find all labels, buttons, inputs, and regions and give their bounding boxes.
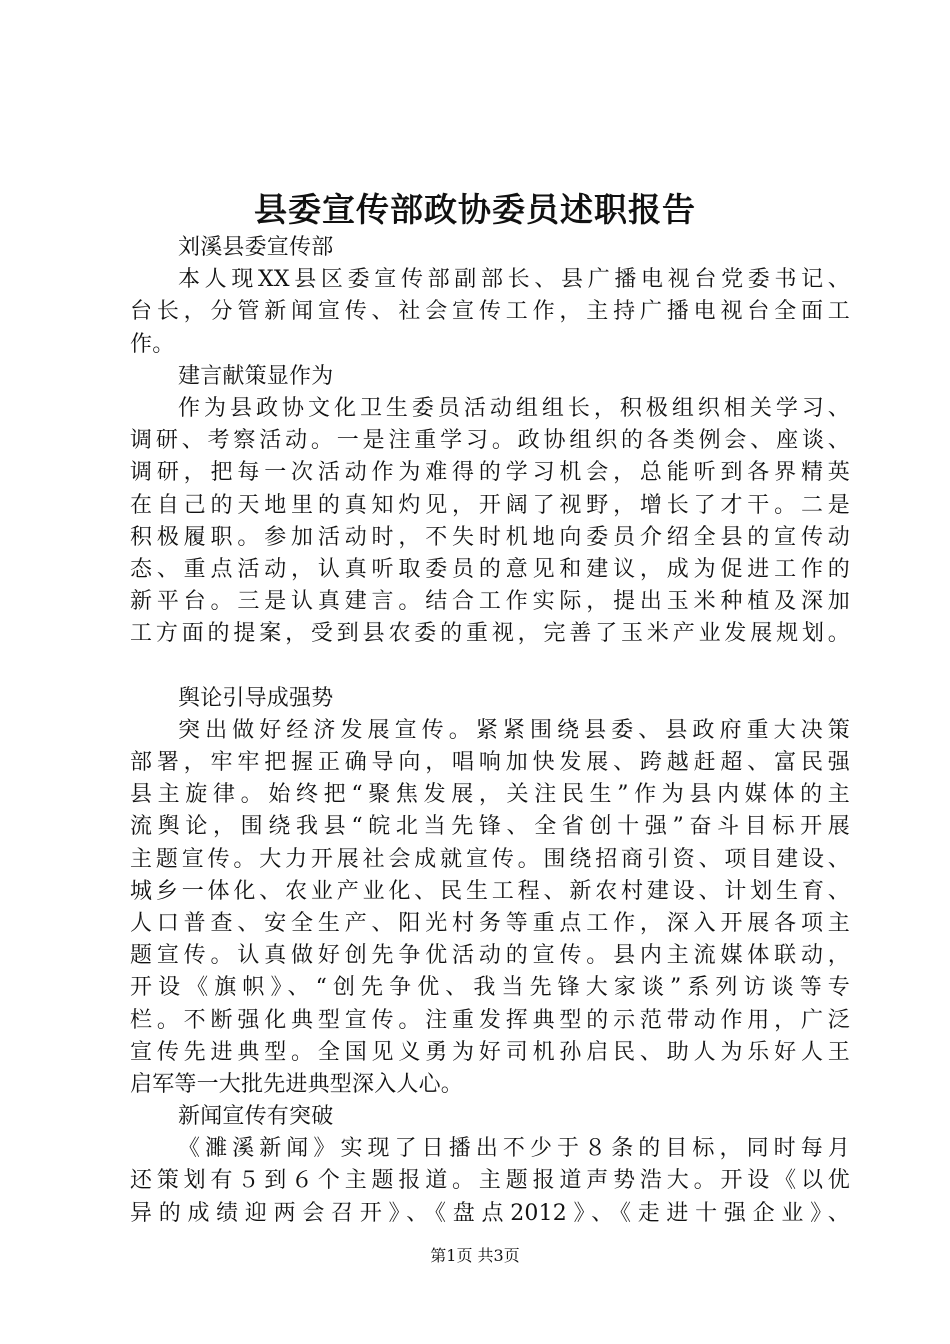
body-line: 《濉溪新闻》实现了日播出不少于８条的目标，同时每月 (178, 1136, 850, 1162)
section-heading: 新闻宣传有突破 (178, 1104, 334, 1130)
body-line: 调研、考察活动。一是注重学习。政协组织的各类例会、座谈、 (130, 428, 850, 454)
body-line: 还策划有５到６个主题报道。主题报道声势浩大。开设《以优 (130, 1168, 850, 1194)
body-line: 启军等一大批先进典型深入人心。 (130, 1071, 464, 1097)
author-line: 刘溪县委宣传部 (178, 235, 334, 260)
body-line: 本人现XX县区委宣传部副部长、县广播电视台党委书记、 (178, 267, 850, 293)
document-body (130, 232, 850, 1230)
body-line: 主题宣传。大力开展社会成就宣传。围绕招商引资、项目建设、 (130, 846, 850, 872)
body-line: 台长，分管新闻宣传、社会宣传工作，主持广播电视台全面工 (130, 299, 850, 325)
blank-line (130, 650, 850, 682)
body-line: 流舆论，围绕我县“皖北当先锋、全省创十强”奋斗目标开展 (130, 814, 850, 840)
body-line: 调研，把每一次活动作为难得的学习机会，总能听到各界精英 (130, 460, 850, 486)
body-line: 在自己的天地里的真知灼见，开阔了视野，增长了才干。二是 (130, 492, 850, 518)
document-title: 县委宣传部政协委员述职报告 (254, 190, 696, 229)
body-line: 人口普查、安全生产、阳光村务等重点工作，深入开展各项主 (130, 910, 850, 936)
body-line: 县主旋律。始终把“聚焦发展，关注民生”作为县内媒体的主 (130, 782, 850, 808)
body-line: 部署，牢牢把握正确导向，唱响加快发展、跨越赶超、富民强 (130, 750, 850, 775)
body-line: 开设《旗帜》、“创先争优、我当先锋大家谈”系列访谈等专 (130, 975, 850, 1001)
body-line: 新平台。三是认真建言。结合工作实际，提出玉米种植及深加 (130, 589, 850, 615)
body-line: 题宣传。认真做好创先争优活动的宣传。县内主流媒体联动， (130, 943, 850, 969)
section-heading: 舆论引导成强势 (178, 685, 334, 711)
section-heading: 建言献策显作为 (178, 363, 334, 389)
body-line: 积极履职。参加活动时，不失时机地向委员介绍全县的宣传动 (130, 524, 850, 550)
body-line: 异的成绩迎两会召开》、《盘点2012》、《走进十强企业》、 (130, 1200, 850, 1226)
body-line: 城乡一体化、农业产业化、民生工程、新农村建设、计划生育、 (130, 878, 850, 904)
body-line: 栏。不断强化典型宣传。注重发挥典型的示范带动作用，广泛 (130, 1007, 850, 1033)
body-line: 作为县政协文化卫生委员活动组组长，积极组织相关学习、 (178, 395, 850, 421)
body-line: 工方面的提案，受到县农委的重视，完善了玉米产业发展规划。 (130, 621, 850, 647)
body-line: 突出做好经济发展宣传。紧紧围绕县委、县政府重大决策 (178, 717, 850, 743)
page-footer: 第1页 共3页 (430, 1246, 520, 1265)
body-line: 作。 (130, 331, 175, 357)
body-line: 宣传先进典型。全国见义勇为好司机孙启民、助人为乐好人王 (130, 1039, 850, 1065)
body-line: 态、重点活动，认真听取委员的意见和建议，成为促进工作的 (130, 556, 850, 582)
